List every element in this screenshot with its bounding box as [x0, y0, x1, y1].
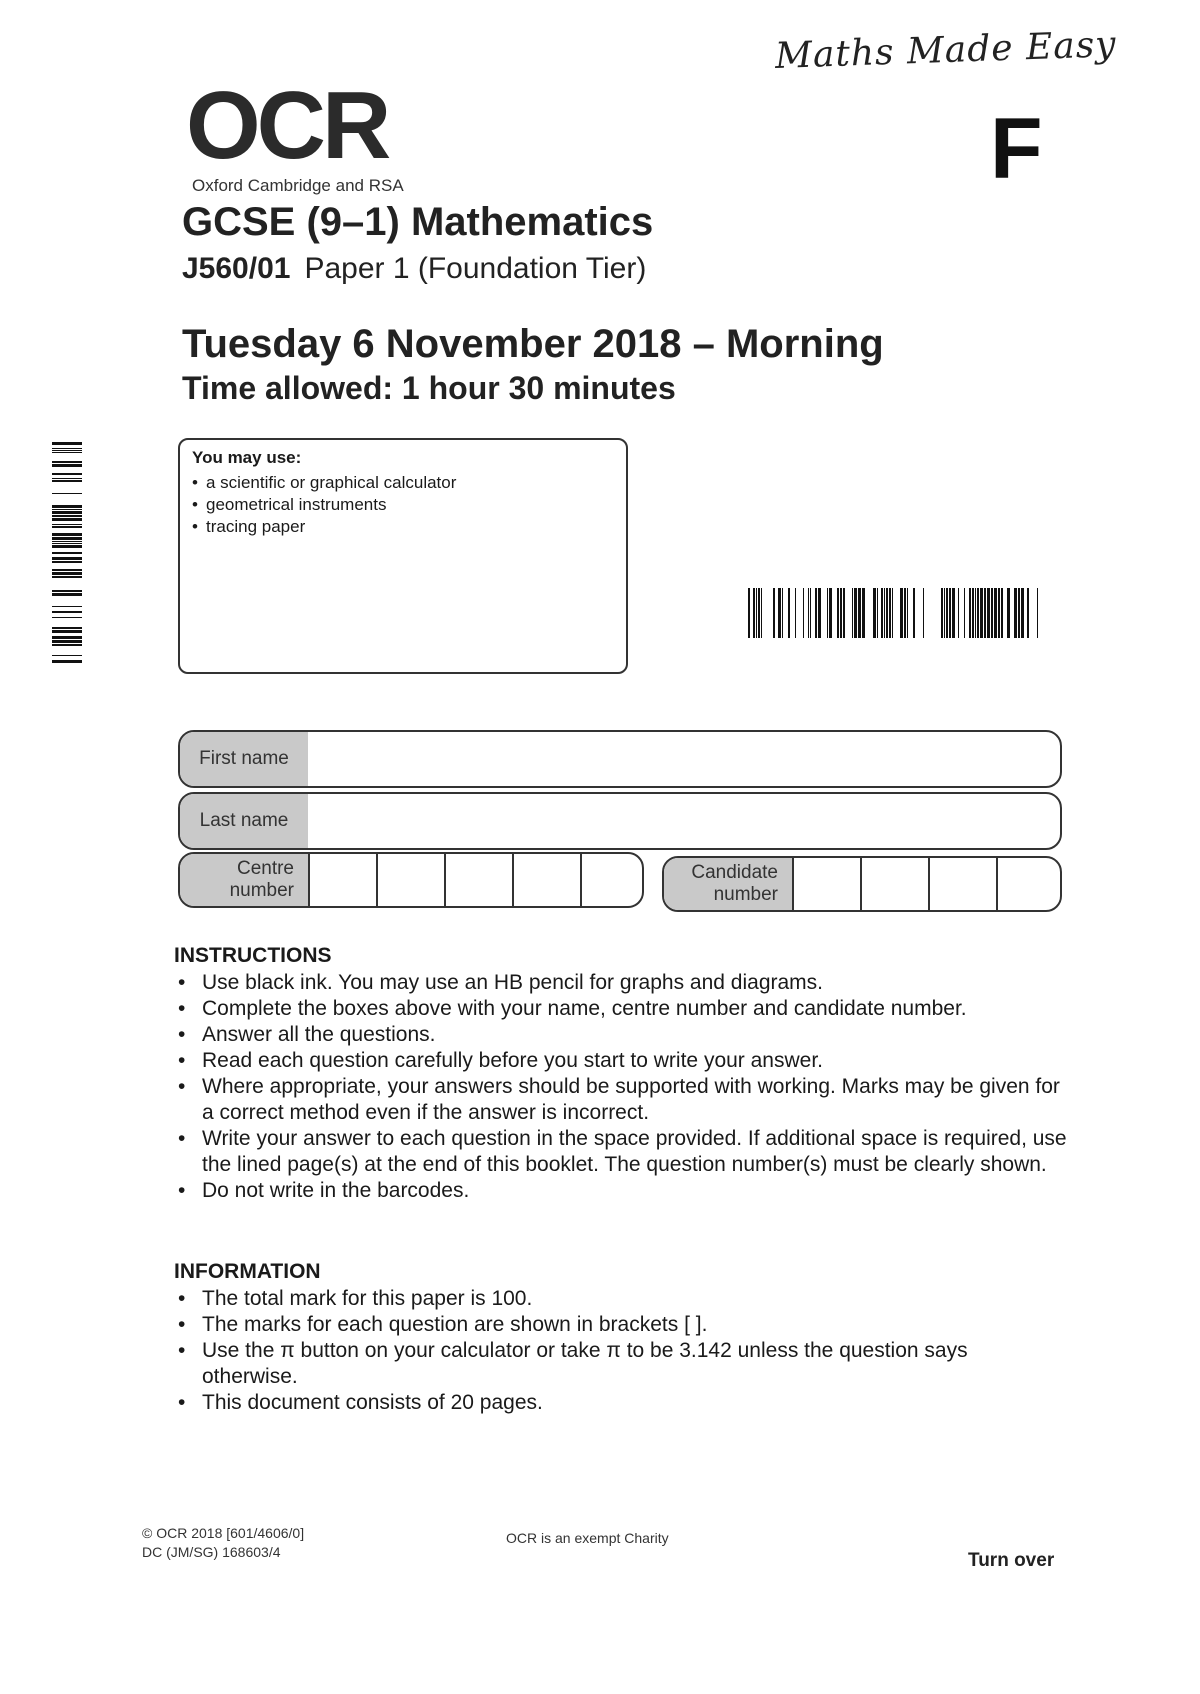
- turn-over: Turn over: [968, 1550, 1055, 1571]
- you-may-use-heading: You may use:: [192, 448, 302, 467]
- footer-copyright-block: [142, 1524, 304, 1562]
- last-name-label: Last name: [180, 794, 308, 848]
- information-list: [174, 1286, 1054, 1416]
- exam-subject: GCSE (9–1) Mathematics: [182, 200, 654, 244]
- list-item: • Where appropriate, your answers should be supported with working. Marks may be given for a correct method even if the answer is incorrect.: [174, 1074, 1074, 1126]
- list-item: • The marks for each question are shown in brackets [ ].: [174, 1312, 1054, 1338]
- tier-letter: F: [990, 101, 1043, 197]
- logo-brand: OCR: [186, 72, 388, 179]
- instructions-section: [174, 944, 1074, 1204]
- vertical-barcode: [38, 440, 82, 670]
- digit-cell[interactable]: [792, 858, 860, 910]
- you-may-use-list: [192, 472, 614, 538]
- list-item: • The total mark for this paper is 100.: [174, 1286, 1054, 1312]
- document-reference: DC (JM/SG) 168603/4: [142, 1544, 281, 1560]
- centre-number-label: [180, 854, 308, 906]
- list-item: • a scientific or graphical calculator: [192, 472, 614, 494]
- first-name-label: First name: [180, 732, 308, 786]
- time-allowed: Time allowed: 1 hour 30 minutes: [182, 370, 676, 406]
- digit-cell[interactable]: [580, 854, 644, 906]
- list-item: • Answer all the questions.: [174, 1022, 1074, 1048]
- list-item: • geometrical instruments: [192, 494, 614, 516]
- horizontal-barcode: [748, 588, 1038, 654]
- candidate-label-line-2: number: [713, 884, 778, 905]
- logo-tagline: Oxford Cambridge and RSA: [192, 176, 404, 195]
- list-item: • Read each question carefully before you start to write your answer.: [174, 1048, 1074, 1074]
- list-item: • Complete the boxes above with your name, centre number and candidate number.: [174, 996, 1074, 1022]
- last-name-field[interactable]: [178, 792, 1062, 850]
- first-name-field[interactable]: [178, 730, 1062, 788]
- list-item: • This document consists of 20 pages.: [174, 1390, 1054, 1416]
- paper-title: Paper 1 (Foundation Tier): [304, 252, 647, 285]
- digit-cell[interactable]: [308, 854, 376, 906]
- list-item: • Use the π button on your calculator or take π to be 3.142 unless the question says otherwise.: [174, 1338, 1054, 1390]
- digit-cell[interactable]: [860, 858, 928, 910]
- candidate-number-cells: [792, 858, 1062, 910]
- digit-cell[interactable]: [444, 854, 512, 906]
- digit-cell[interactable]: [928, 858, 996, 910]
- digit-cell[interactable]: [512, 854, 580, 906]
- list-item: • Do not write in the barcodes.: [174, 1178, 1074, 1204]
- candidate-number-label: [664, 858, 792, 910]
- ocr-logo: [186, 72, 404, 196]
- centre-label-line-1: Centre: [236, 858, 294, 879]
- handwritten-note: Maths Made Easy: [774, 24, 1118, 77]
- list-item: • Write your answer to each question in the space provided. If additional space is required, use the lined page(s) at the end of this booklet. The question number(s) must be clearly shown.: [174, 1126, 1074, 1178]
- list-item: • tracing paper: [192, 516, 614, 538]
- copyright-text: © OCR 2018 [601/4606/0]: [142, 1525, 305, 1541]
- paper-line: [182, 252, 646, 286]
- information-title: INFORMATION: [174, 1260, 321, 1283]
- paper-code: J560/01: [182, 252, 291, 285]
- digit-cell[interactable]: [376, 854, 444, 906]
- centre-number-cells: [308, 854, 644, 906]
- list-item: • Use black ink. You may use an HB pencil for graphs and diagrams.: [174, 970, 1074, 996]
- candidate-label-line-1: Candidate: [691, 862, 778, 883]
- information-section: [174, 1260, 1054, 1416]
- exam-date: Tuesday 6 November 2018 – Morning: [182, 322, 884, 366]
- centre-number-field[interactable]: [178, 852, 644, 908]
- centre-label-line-2: number: [229, 880, 294, 901]
- charity-note: OCR is an exempt Charity: [506, 1530, 669, 1546]
- instructions-title: INSTRUCTIONS: [174, 944, 332, 967]
- candidate-number-field[interactable]: [662, 856, 1062, 912]
- digit-cell[interactable]: [996, 858, 1062, 910]
- instructions-list: [174, 970, 1074, 1204]
- you-may-use-box: [178, 438, 628, 674]
